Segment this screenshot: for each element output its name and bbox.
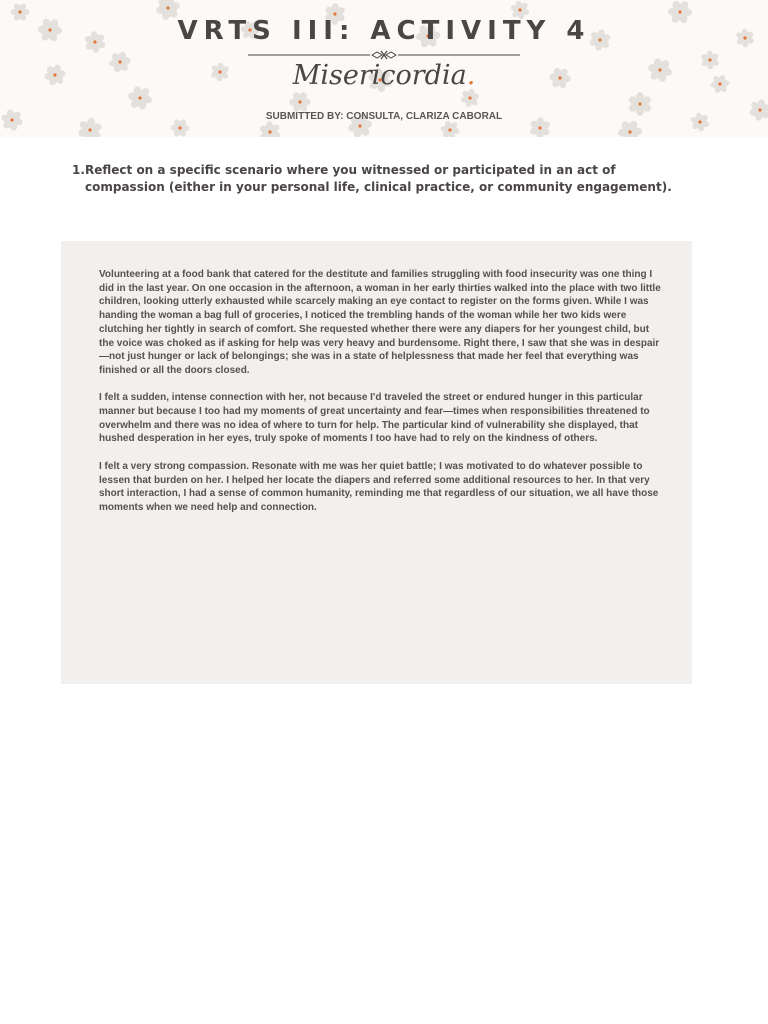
header-banner [0, 0, 768, 137]
answer-text [99, 268, 661, 528]
daisy-flower-icon [460, 88, 480, 108]
daisy-flower-icon [440, 120, 460, 137]
question-text: Reflect on a specific scenario where you witnessed or participated in an act of compassion (either in your personal life, clinical practice, or community engagement). [85, 163, 672, 194]
answer-paragraph: Volunteering at a food bank that catered for the destitute and families struggling with food insecurity was one thing I did in the last year. On one occasion in the afternoon, a woman in her early thirties walked into the place with two little children, looking utterly exhausted while scarcely making an eye contact to register on the forms given. While I was handing the woman a bag full of groceries, I noticed the trembling hands of the woman while her two kids were clutching her tightly in search of comfort. She requested whether there were any diapers for her youngest child, but the voice was choked as if asking for help was very heavy and burdensome. Right there, I saw that she was in despair—not just hunger or lack of belongings; she was in a state of helplessness that made her feel that everything was finished or all the doors closed. [99, 269, 661, 376]
subtitle-text: Misericordia [292, 60, 467, 91]
answer-box [61, 241, 692, 684]
subtitle-dot: . [466, 60, 476, 91]
answer-paragraph: I felt a very strong compassion. Resonate with me was her quiet battle; I was motivated to do whatever possible to lessen that burden on her. I helped her locate the diapers and referred some additional resources to her. In that very short interaction, I had a sense of common humanity, reminding me that regardless of our situation, we all have those moments when we need help and connection. [99, 460, 659, 513]
document-subtitle [0, 60, 768, 91]
answer-paragraph: I felt a sudden, intense connection with her, not because I'd traveled the street or endured hunger in this particular manner but because I too had my moments of great uncertainty and fear—times when responsibilities threatened to overwhelm and there was no idea of where to turn for help. The particular kind of vulnerability she displayed, that hushed desperation in her eyes, truly spoke of moments I too have had to rely on the kindness of others. [99, 392, 650, 445]
daisy-flower-icon [259, 121, 282, 137]
submitted-by: SUBMITTED BY: CONSULTA, CLARIZA CABORAL [265, 111, 503, 122]
document-title: VRTS III: ACTIVITY 4 [177, 16, 591, 46]
question-number: 1. [72, 163, 85, 177]
daisy-flower-icon [289, 91, 311, 113]
